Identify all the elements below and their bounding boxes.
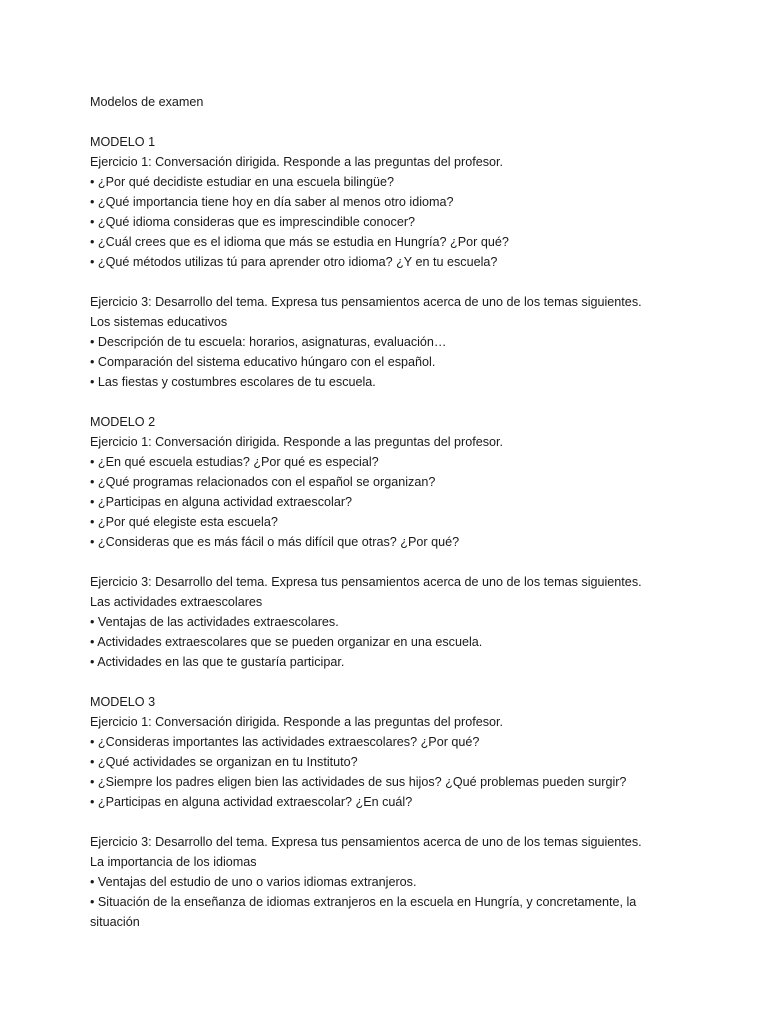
topic-item: • Actividades extraescolares que se pueden organizar en una escuela. [90,635,483,649]
question-item: • ¿Participas en alguna actividad extraescolar? ¿En cuál? [90,795,413,809]
exercise-1-instruction: Ejercicio 1: Conversación dirigida. Responde a las preguntas del profesor. [90,435,504,449]
model-heading: MODELO 1 [90,135,156,149]
question-item: • ¿Participas en alguna actividad extraescolar? [90,495,353,509]
document-title: Modelos de examen [90,95,204,109]
model-heading: MODELO 2 [90,415,156,429]
question-item: • ¿Qué actividades se organizan en tu Instituto? [90,755,358,769]
question-item: • ¿Consideras que es más fácil o más difícil que otras? ¿Por qué? [90,535,460,549]
topic-item: • Situación de la enseñanza de idiomas extranjeros en la escuela en Hungría, y concretamente, la situación [90,895,637,929]
spacer [90,272,650,292]
question-item: • ¿Consideras importantes las actividades extraescolares? ¿Por qué? [90,735,480,749]
exercise-3-instruction: Ejercicio 3: Desarrollo del tema. Expresa tus pensamientos acerca de uno de los temas siguientes. [90,295,642,309]
question-item: • ¿En qué escuela estudias? ¿Por qué es especial? [90,455,379,469]
exercise-1-instruction: Ejercicio 1: Conversación dirigida. Responde a las preguntas del profesor. [90,715,504,729]
question-item: • ¿Por qué decidiste estudiar en una escuela bilingüe? [90,175,395,189]
exercise-3-instruction: Ejercicio 3: Desarrollo del tema. Expresa tus pensamientos acerca de uno de los temas siguientes. [90,575,642,589]
essay-topic: La importancia de los idiomas [90,855,257,869]
spacer [90,552,650,572]
spacer [90,672,650,692]
topic-item: • Actividades en las que te gustaría participar. [90,655,345,669]
topic-item: • Ventajas del estudio de uno o varios idiomas extranjeros. [90,875,417,889]
model-3-section [90,692,650,932]
topic-item: • Comparación del sistema educativo húngaro con el español. [90,355,436,369]
spacer [90,812,650,832]
topic-item: • Ventajas de las actividades extraescolares. [90,615,339,629]
question-item: • ¿Qué métodos utilizas tú para aprender otro idioma? ¿Y en tu escuela? [90,255,498,269]
spacer [90,112,650,132]
topic-item: • Las fiestas y costumbres escolares de tu escuela. [90,375,376,389]
topic-item: • Descripción de tu escuela: horarios, asignaturas, evaluación… [90,335,447,349]
essay-topic: Los sistemas educativos [90,315,228,329]
question-item: • ¿Qué idioma consideras que es imprescindible conocer? [90,215,416,229]
model-heading: MODELO 3 [90,695,156,709]
question-item: • ¿Cuál crees que es el idioma que más se estudia en Hungría? ¿Por qué? [90,235,509,249]
essay-topic: Las actividades extraescolares [90,595,263,609]
question-item: • ¿Por qué elegiste esta escuela? [90,515,278,529]
question-item: • ¿Siempre los padres eligen bien las actividades de sus hijos? ¿Qué problemas pueden surgir? [90,775,627,789]
model-2-section [90,412,650,672]
spacer [90,392,650,412]
document-page [90,92,650,932]
question-item: • ¿Qué importancia tiene hoy en día saber al menos otro idioma? [90,195,454,209]
exercise-3-instruction: Ejercicio 3: Desarrollo del tema. Expresa tus pensamientos acerca de uno de los temas siguientes. [90,835,642,849]
question-item: • ¿Qué programas relacionados con el español se organizan? [90,475,436,489]
exercise-1-instruction: Ejercicio 1: Conversación dirigida. Responde a las preguntas del profesor. [90,155,504,169]
model-1-section [90,132,650,392]
